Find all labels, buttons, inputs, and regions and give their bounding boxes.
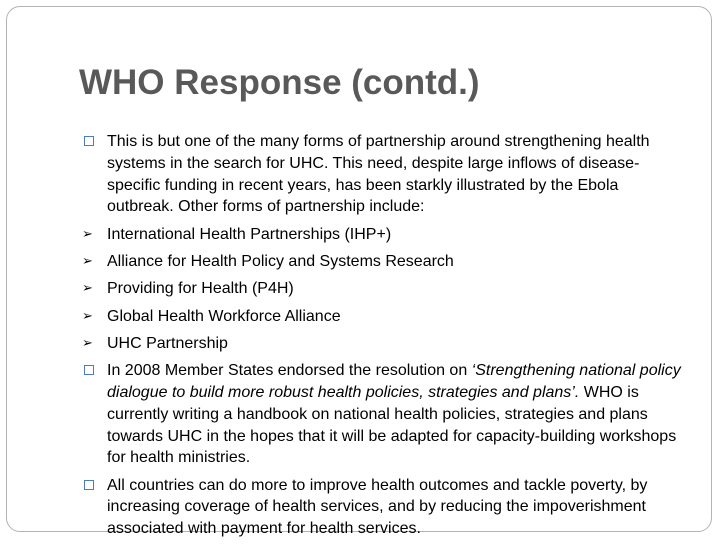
- bullet-text-before: In 2008 Member States endorsed the resolution on: [107, 362, 472, 380]
- bullet-text: This is but one of the many forms of partnership around strengthening health systems in the search for UHC. This need, despite large inflows of disease-specific funding in recent years, has been starkly illustrated by the Ebola outbreak. Other forms of partnership include:: [107, 133, 650, 216]
- arrow-right-icon: ➢: [82, 335, 93, 351]
- bullet-list: [82, 131, 682, 546]
- bullet-item: [82, 333, 682, 355]
- bullet-text: Providing for Health (P4H): [107, 280, 294, 298]
- bullet-text: All countries can do more to improve health outcomes and tackle poverty, by increasing coverage of health services, and by reducing the impoverishment associated with payment for health services.: [107, 476, 648, 538]
- checkbox-square-icon: [82, 360, 98, 382]
- bullet-text: UHC Partnership: [107, 334, 228, 352]
- bullet-item: [82, 131, 682, 218]
- bullet-text: [107, 362, 681, 466]
- resolution-title: ‘Strengthening national policy dialogue to build more robust health policies, strategies and plans’.: [107, 362, 681, 401]
- bullet-text: Alliance for Health Policy and Systems Research: [107, 252, 454, 270]
- bullet-item: [82, 360, 682, 469]
- bullet-text: International Health Partnerships (IHP+): [107, 225, 392, 243]
- bullet-text-after: WHO is currently writing a handbook on national health policies, strategies and plans towards UHC in the hopes that it will be adapted for capacity-building workshops for health ministries.: [107, 383, 677, 467]
- checkbox-square-icon: [82, 131, 98, 153]
- arrow-right-icon: ➢: [82, 226, 93, 242]
- slide-title: WHO Response (contd.): [79, 63, 480, 102]
- arrow-right-icon: ➢: [82, 281, 93, 297]
- arrow-right-icon: ➢: [82, 253, 93, 269]
- bullet-item: [82, 251, 682, 273]
- arrow-right-icon: ➢: [82, 308, 93, 324]
- bullet-item: [82, 306, 682, 328]
- checkbox-square-icon: [82, 475, 98, 497]
- bullet-text: Global Health Workforce Alliance: [107, 307, 341, 325]
- bullet-item: [82, 224, 682, 246]
- bullet-item: [82, 475, 682, 540]
- bullet-item: [82, 278, 682, 300]
- slide: [6, 6, 712, 538]
